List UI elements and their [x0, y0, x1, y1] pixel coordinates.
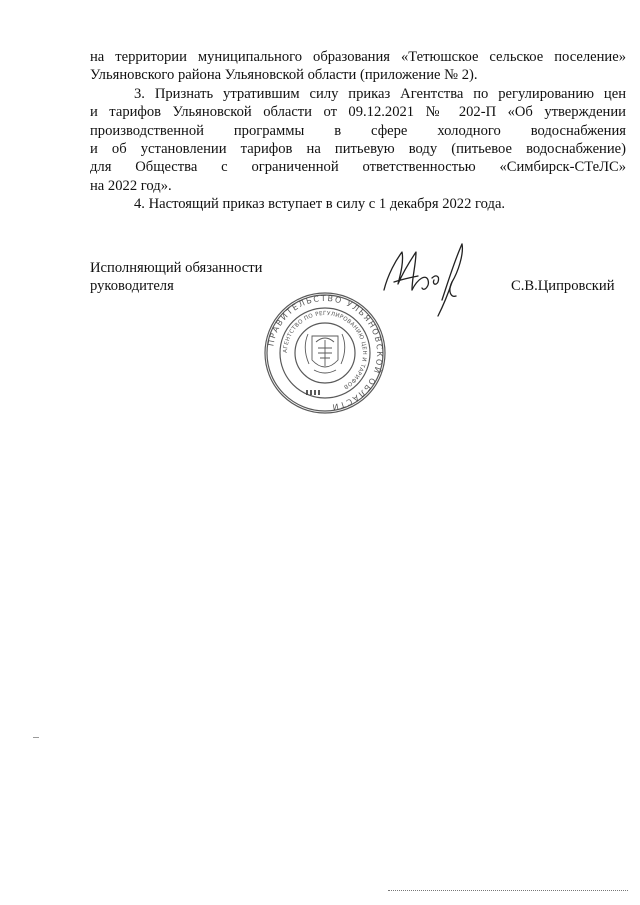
svg-text:ПРАВИТЕЛЬСТВО УЛЬЯНОВСКОЙ ОБЛА: ПРАВИТЕЛЬСТВО УЛЬЯНОВСКОЙ ОБЛАСТИ [266, 293, 385, 412]
svg-text:АГЕНТСТВО ПО РЕГУЛИРОВАНИЮ ЦЕН: АГЕНТСТВО ПО РЕГУЛИРОВАНИЮ ЦЕН И ТАРИФОВ [282, 310, 368, 390]
footer-dotted-line [388, 890, 628, 891]
text-line: для Общества с ограниченной ответственностью «Симбирск-СТеЛС» [90, 159, 626, 176]
signer-position-line: руководителя [90, 278, 174, 295]
text-line: 3. Признать утратившим силу приказ Агентства по регулированию цен [134, 85, 626, 102]
paragraph-1 [90, 48, 626, 85]
paragraph-item-4 [90, 195, 626, 213]
document-body [90, 48, 626, 214]
text-line: 4. Настоящий приказ вступает в силу с 1 декабря 2022 года. [134, 196, 506, 213]
signer-position [90, 259, 262, 296]
paragraph-item-3 [90, 85, 626, 195]
text-line: и тарифов Ульяновской области от 09.12.2021 № 202-П «Об утверждении [90, 104, 626, 121]
official-seal-stamp [262, 290, 388, 416]
text-line: Ульяновского района Ульяновской области (приложение № 2). [90, 67, 478, 84]
signer-name: С.В.Ципровский [511, 278, 615, 294]
margin-mark [33, 737, 39, 738]
signer-position-line: Исполняющий обязанности [90, 260, 263, 276]
text-line: и об установлении тарифов на питьевую воду (питьевое водоснабжение) [90, 141, 626, 158]
text-line: производственной программы в сфере холодного водоснабжения [90, 122, 626, 139]
handwritten-signature [378, 238, 478, 323]
text-line: на 2022 год». [90, 177, 172, 194]
text-line: на территории муниципального образования «Тетюшское сельское поселение» [90, 49, 626, 65]
